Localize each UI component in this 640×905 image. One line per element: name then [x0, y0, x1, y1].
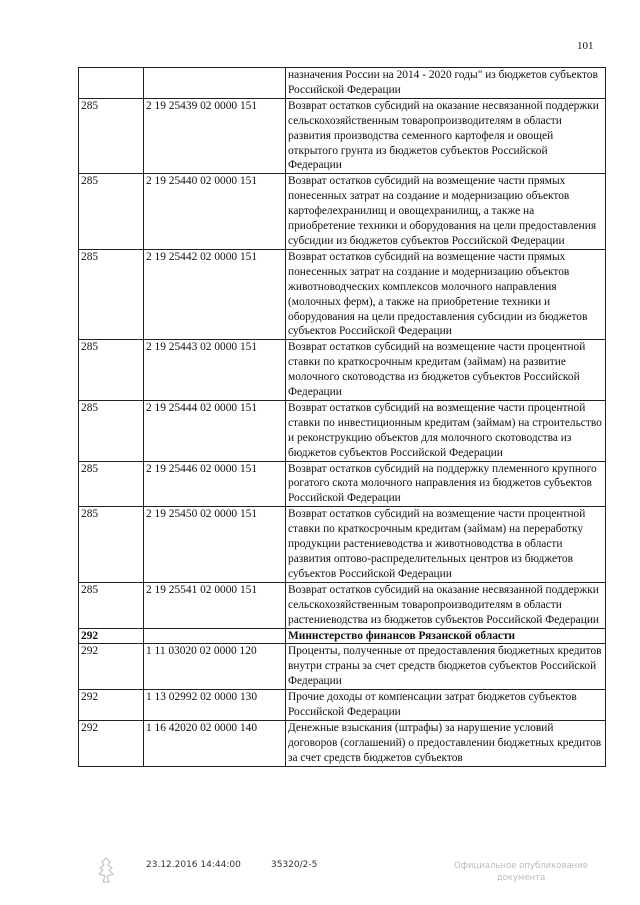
row-name-cell: Возврат остатков субсидий на возмещение части процентной ставки по краткосрочным кредитам (займам) на переработку продукции растениеводства и животноводства в области развития оптово-распределительных центров из бюджетов субъектов Российской Федерации [286, 507, 606, 583]
row-name-cell: Возврат остатков субсидий на возмещение части процентной ставки по краткосрочным кредитам (займам) на развитие молочного скотоводства из бюджетов субъектов Российской Федерации [286, 340, 606, 401]
table-row [79, 98, 606, 174]
table-row [79, 720, 606, 766]
row-kbk-cell: 2 19 25442 02 0000 151 [144, 249, 286, 339]
table-row [79, 68, 606, 99]
table-row [79, 628, 606, 644]
row-kbk-cell: 2 19 25444 02 0000 151 [144, 400, 286, 461]
row-code-cell: 292 [79, 690, 144, 721]
table-row [79, 249, 606, 339]
row-name-cell: Возврат остатков субсидий на возмещение части прямых понесенных затрат на создание и модернизацию объектов картофелехранилищ и овощехранилищ, а также на приобретение техники и оборудования на цели предоставления субсидии из бюджетов субъектов Российской Федерации [286, 174, 606, 250]
table-row [79, 690, 606, 721]
row-name-cell: Проценты, полученные от предоставления бюджетных кредитов внутри страны за счет средств бюджетов субъектов Российской Федерации [286, 644, 606, 690]
watermark-line-2: документа [496, 873, 546, 883]
row-code-cell: 285 [79, 174, 144, 250]
row-code-cell: 285 [79, 98, 144, 174]
row-kbk-cell: 1 11 03020 02 0000 120 [144, 644, 286, 690]
row-name-cell: назначения России на 2014 - 2020 годы" из бюджетов субъектов Российской Федерации [286, 68, 606, 99]
table-row [79, 340, 606, 401]
table-row [79, 400, 606, 461]
row-name-cell: Министерство финансов Рязанской области [286, 628, 606, 644]
budget-classification-table [78, 67, 606, 767]
publication-watermark [446, 860, 596, 884]
row-kbk-cell: 1 16 42020 02 0000 140 [144, 720, 286, 766]
row-name-cell: Возврат остатков субсидий на оказание несвязанной поддержки сельскохозяйственным товаропроизводителям в области растениеводства из бюджетов субъектов Российской Федерации [286, 582, 606, 628]
table-row [79, 461, 606, 507]
row-name-cell: Возврат остатков субсидий на поддержку племенного крупного рогатого скота молочного направления из бюджетов субъектов Российской Федерации [286, 461, 606, 507]
row-kbk-cell: 2 19 25450 02 0000 151 [144, 507, 286, 583]
row-kbk-cell: 2 19 25439 02 0000 151 [144, 98, 286, 174]
watermark-line-1: Официальное опубликование [454, 861, 588, 871]
footer-doc-number: 35320/2-5 [271, 860, 318, 870]
row-code-cell: 285 [79, 249, 144, 339]
row-code-cell: 292 [79, 644, 144, 690]
row-code-cell: 292 [79, 720, 144, 766]
row-kbk-cell: 1 13 02992 02 0000 130 [144, 690, 286, 721]
row-name-cell: Прочие доходы от компенсации затрат бюджетов субъектов Российской Федерации [286, 690, 606, 721]
page-number: 101 [577, 40, 594, 52]
row-name-cell: Возврат остатков субсидий на возмещение части процентной ставки по инвестиционным кредитам (займам) на строительство и реконструкцию объектов для молочного скотоводства из бюджетов субъектов Российской Федерации [286, 400, 606, 461]
table-row [79, 582, 606, 628]
table-row [79, 174, 606, 250]
row-kbk-cell: 2 19 25446 02 0000 151 [144, 461, 286, 507]
row-kbk-cell [144, 68, 286, 99]
row-code-cell: 285 [79, 340, 144, 401]
row-kbk-cell [144, 628, 286, 644]
row-kbk-cell: 2 19 25541 02 0000 151 [144, 582, 286, 628]
row-code-cell: 285 [79, 582, 144, 628]
row-code-cell [79, 68, 144, 99]
row-code-cell: 292 [79, 628, 144, 644]
footer-date: 23.12.2016 14:44:00 [146, 860, 241, 870]
table-row [79, 644, 606, 690]
row-code-cell: 285 [79, 461, 144, 507]
table-row [79, 507, 606, 583]
row-kbk-cell: 2 19 25443 02 0000 151 [144, 340, 286, 401]
row-name-cell: Возврат остатков субсидий на возмещение части прямых понесенных затрат на создание и модернизацию объектов животноводческих комплексов молочного направления (молочных ферм), а также на приобретение техники и оборудования на цели предоставления субсидии из бюджетов субъектов Российской Федерации [286, 249, 606, 339]
row-kbk-cell: 2 19 25440 02 0000 151 [144, 174, 286, 250]
coat-of-arms-icon [95, 856, 117, 886]
row-name-cell: Возврат остатков субсидий на оказание несвязанной поддержки сельскохозяйственным товаропроизводителям в области развития производства семенного картофеля и овощей открытого грунта из бюджетов субъектов Российской Федерации [286, 98, 606, 174]
row-code-cell: 285 [79, 507, 144, 583]
page-footer [0, 858, 640, 898]
row-name-cell: Денежные взыскания (штрафы) за нарушение условий договоров (соглашений) о предоставлении бюджетных кредитов за счет средств бюджетов субъектов [286, 720, 606, 766]
row-code-cell: 285 [79, 400, 144, 461]
